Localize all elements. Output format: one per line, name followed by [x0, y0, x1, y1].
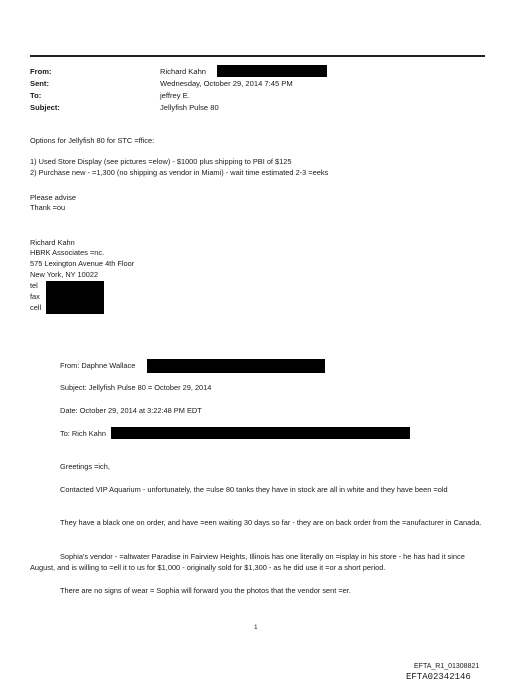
- subject-row: [30, 102, 485, 113]
- to-label: To:: [30, 91, 42, 100]
- body-thanks: Thank =ou: [30, 203, 66, 212]
- forwarded-paragraph-4: [30, 585, 485, 596]
- forwarded-paragraph-4-text: There are no signs of wear = Sophia will forward you the photos that the vendor sent =er.: [60, 586, 351, 595]
- subject-value: Jellyfish Pulse 80: [160, 103, 219, 112]
- forwarded-paragraph-3-text: Sophia's vendor - =altwater Paradise in Fairview Heights, Illinois has one literally on =isplay in his store - he has had it since August, and is willing to =ell it to us for $1,000 - originally sold for $1,300 - as he did use it =or a short period.: [30, 552, 465, 572]
- redaction-phone-numbers: [46, 281, 104, 314]
- from-value: Richard Kahn: [160, 67, 207, 76]
- signature-address: 575 Lexington Avenue 4th Floor: [30, 259, 135, 268]
- redaction-recipient-email: [111, 427, 410, 439]
- redaction-sender-email: [147, 359, 325, 373]
- forwarded-to: To: Rich Kahn: [60, 429, 107, 438]
- to-row: [30, 90, 485, 101]
- forwarded-subject: Subject: Jellyfish Pulse 80 = October 29, 2014: [60, 383, 212, 392]
- forwarded-paragraph-3: [30, 551, 485, 573]
- forwarded-from: From: Daphne Wallace: [60, 361, 136, 370]
- body-intro: Options for Jellyfish 80 for STC =ffice:: [30, 136, 155, 145]
- sent-row: [30, 78, 485, 89]
- to-value: jeffrey E.: [160, 91, 190, 100]
- redaction-from-email: [217, 65, 327, 77]
- subject-label: Subject:: [30, 103, 60, 112]
- header-rule: [30, 55, 485, 57]
- body-option-2: 2) Purchase new - =1,300 (no shipping as vendor in Miami) - wait time estimated 2-3 =eeks: [30, 168, 329, 177]
- footer-ref-1: EFTA_R1_01308821: [414, 663, 480, 670]
- signature-company: HBRK Associates =nc.: [30, 248, 105, 257]
- body-option-1: 1) Used Store Display (see pictures =elow) - $1000 plus shipping to PBI of $125: [30, 157, 292, 166]
- forwarded-paragraph-2: [30, 517, 485, 528]
- forwarded-date: Date: October 29, 2014 at 3:22:48 PM EDT: [60, 406, 202, 415]
- page-number: 1: [254, 624, 258, 631]
- forwarded-paragraph-1: [30, 484, 485, 495]
- signature-tel: tel: [30, 281, 38, 290]
- sent-label: Sent:: [30, 79, 49, 88]
- signature-city: New York, NY 10022: [30, 270, 99, 279]
- body-advise: Please advise: [30, 193, 77, 202]
- from-label: From:: [30, 67, 52, 76]
- signature-fax: fax: [30, 292, 40, 301]
- signature-cell: cell: [30, 303, 42, 312]
- footer-ref-2: EFTA02342146: [406, 672, 471, 682]
- forwarded-greeting: Greetings =ich,: [60, 462, 110, 471]
- forwarded-paragraph-2-text: They have a black one on order, and have =een waiting 30 days so far - they are on back order from the =anufacturer in Canada.: [60, 518, 482, 527]
- forwarded-paragraph-1-text: Contacted VIP Aquarium - unfortunately, the =ulse 80 tanks they have in stock are all in white and they have been =old: [60, 485, 448, 494]
- signature-name: Richard Kahn: [30, 238, 75, 247]
- sent-value: Wednesday, October 29, 2014 7:45 PM: [160, 79, 293, 88]
